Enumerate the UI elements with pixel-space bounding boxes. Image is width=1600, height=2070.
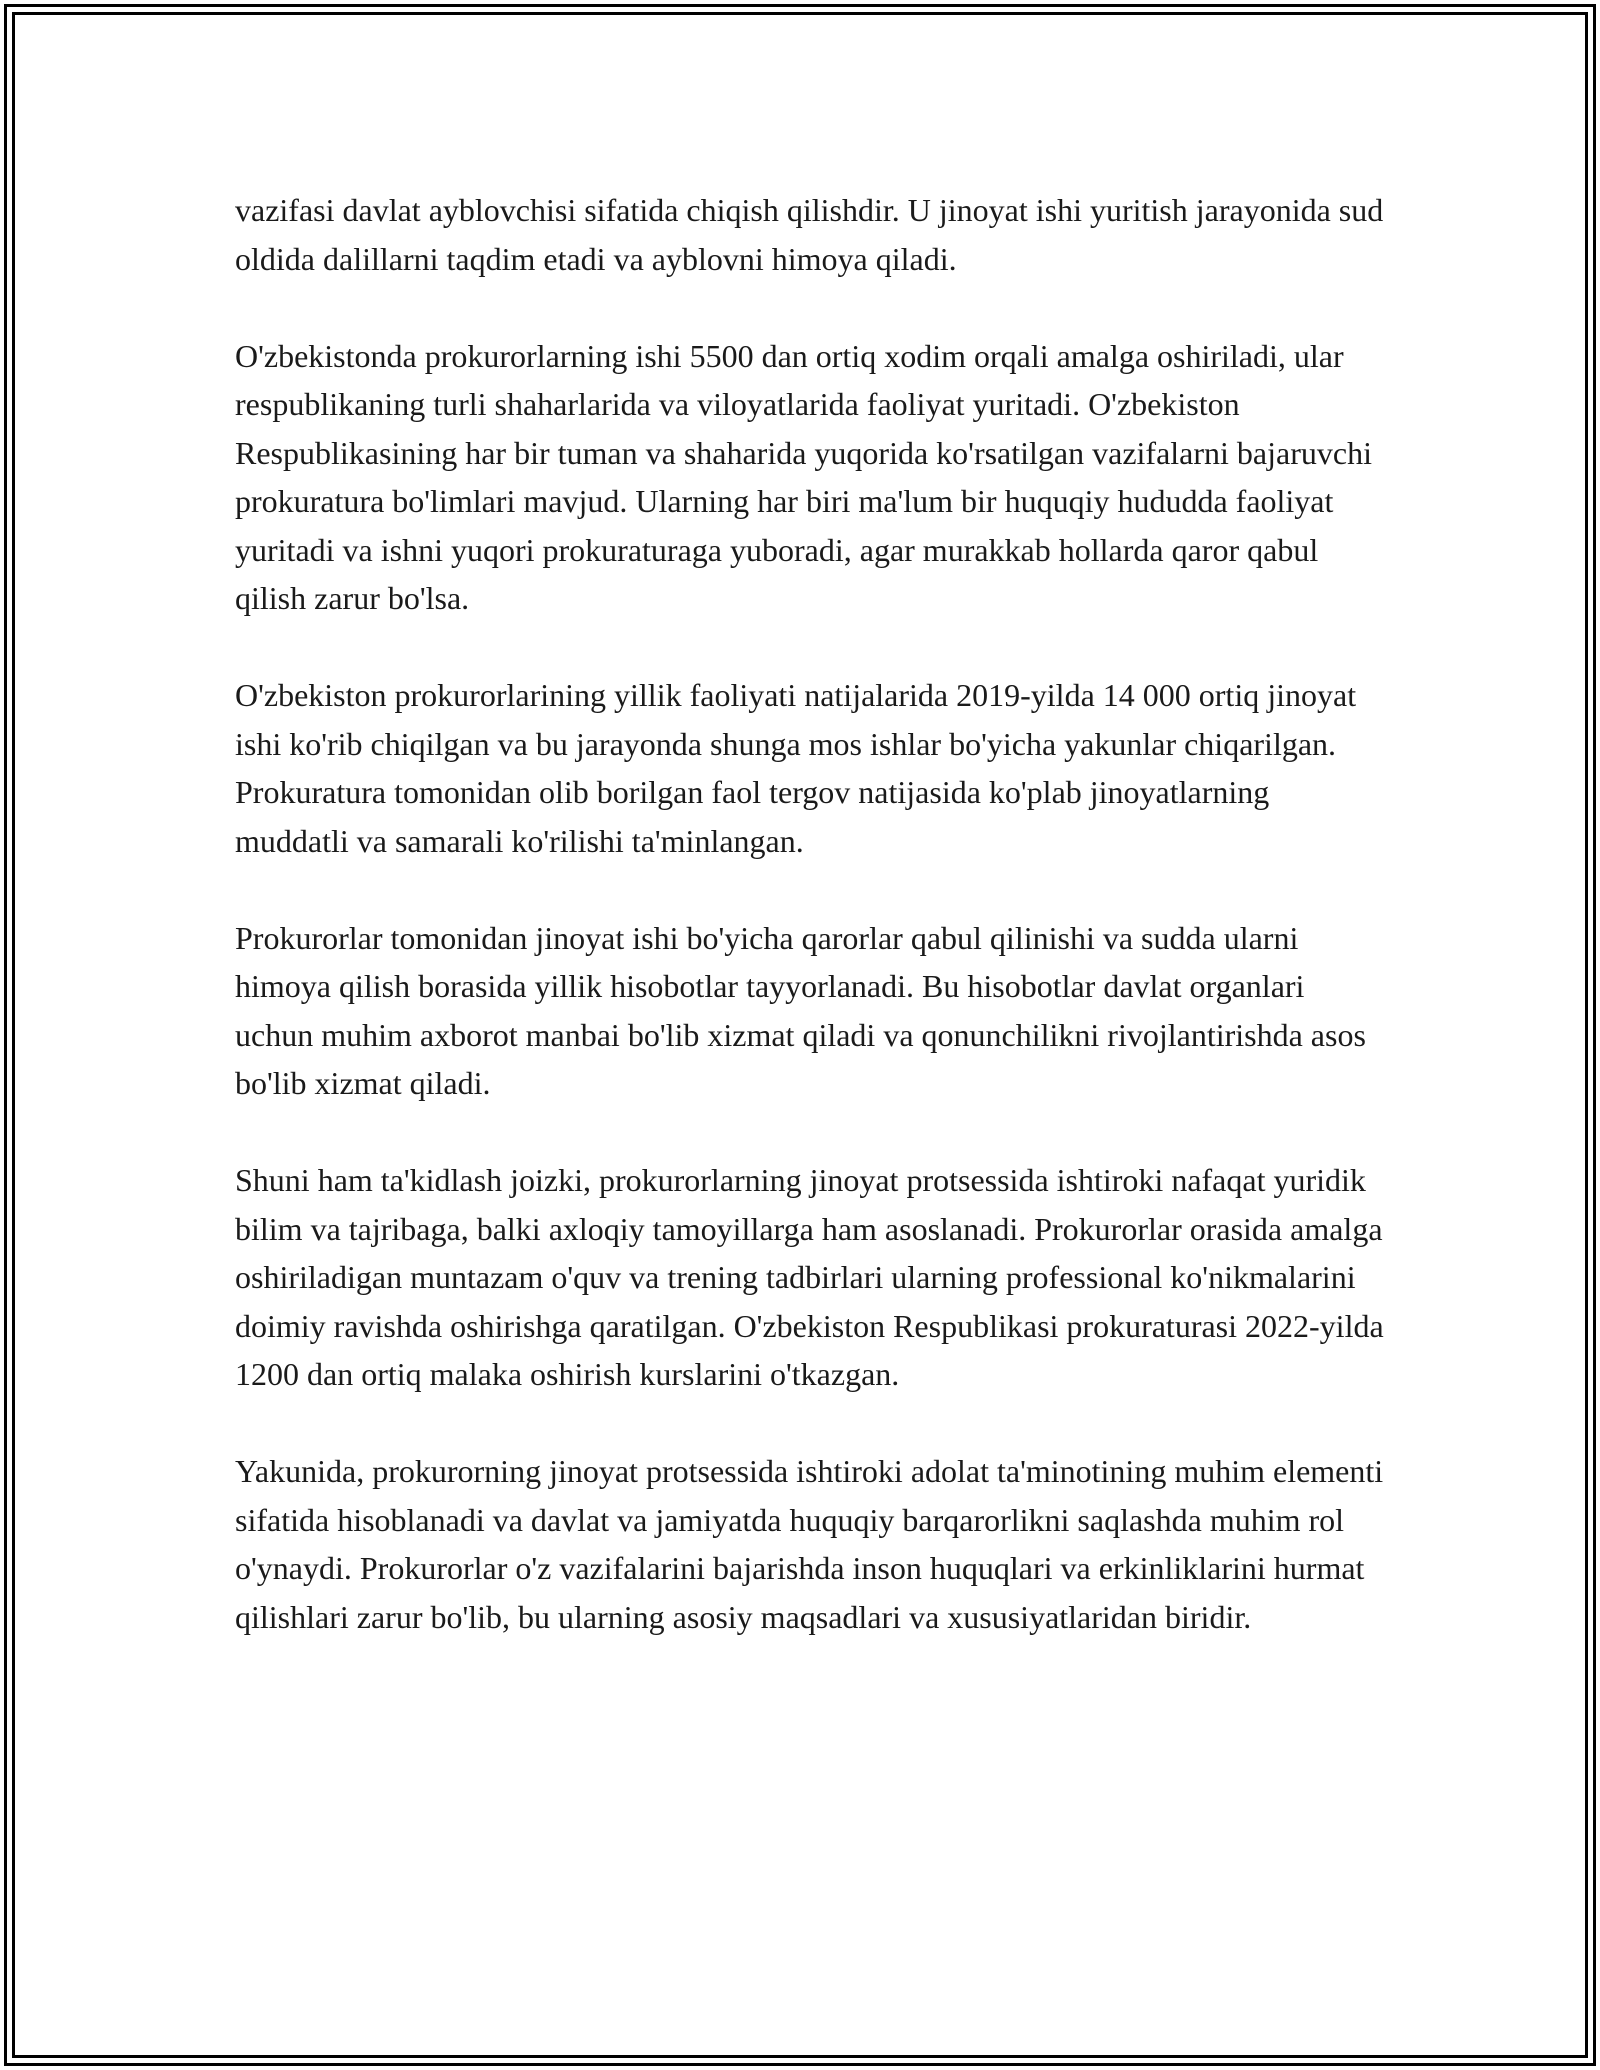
paragraph-3: O'zbekiston prokurorlarining yillik faoliyati natijalarida 2019-yilda 14 000 ortiq jinoyat ishi ko'rib chiqilgan va bu jarayonda shunga mos ishlar bo'yicha yakunlar chiqarilgan. Prokuratura tomonidan olib borilgan faol tergov natijasida ko'plab jinoyatlarning muddatli va samarali ko'rilishi ta'minlangan.	[235, 677, 1357, 859]
document-body	[235, 186, 1385, 1690]
paragraph-5: Shuni ham ta'kidlash joizki, prokurorlarning jinoyat protsessida ishtiroki nafaqat yuridik bilim va tajribaga, balki axloqiy tamoyillarga ham asoslanadi. Prokurorlar orasida amalga oshiriladigan muntazam o'quv va trening tadbirlari ularning professional ko'nikmalarini doimiy ravishda oshirishga qaratilgan. O'zbekiston Respublikasi prokuraturasi 2022-yilda 1200 dan ortiq malaka oshirish kurslarini o'tkazgan.	[235, 1162, 1384, 1392]
paragraph-4: Prokurorlar tomonidan jinoyat ishi bo'yicha qarorlar qabul qilinishi va sudda ularni himoya qilish borasida yillik hisobotlar tayyorlanadi. Bu hisobotlar davlat organlari uchun muhim axborot manbai bo'lib xizmat qiladi va qonunchilikni rivojlantirishda asos bo'lib xizmat qiladi.	[235, 919, 1366, 1101]
paragraph-2: O'zbekistonda prokurorlarning ishi 5500 dan ortiq xodim orqali amalga oshiriladi, ular respublikaning turli shaharlarida va viloyatlarida faoliyat yuritadi. O'zbekiston Respublikasining har bir tuman va shaharida yuqorida ko'rsatilgan vazifalarni bajaruvchi prokuratura bo'limlari mavjud. Ularning har biri ma'lum bir huquqiy hududda faoliyat yuritadi va ishni yuqori prokuraturaga yuboradi, agar murakkab hollarda qaror qabul qilish zarur bo'lsa.	[235, 337, 1372, 616]
paragraph-6: Yakunida, prokurorning jinoyat protsessida ishtiroki adolat ta'minotining muhim elementi sifatida hisoblanadi va davlat va jamiyatda huquqiy barqarorlikni saqlashda muhim rol o'ynaydi. Prokurorlar o'z vazifalarini bajarishda inson huquqlari va erkinliklarini hurmat qilishlari zarur bo'lib, bu ularning asosiy maqsadlari va xususiyatlaridan biridir.	[235, 1453, 1384, 1635]
paragraph-1: vazifasi davlat ayblovchisi sifatida chiqish qilishdir. U jinoyat ishi yuritish jarayonida sud oldida dalillarni taqdim etadi va ayblovni himoya qiladi.	[235, 192, 1384, 277]
